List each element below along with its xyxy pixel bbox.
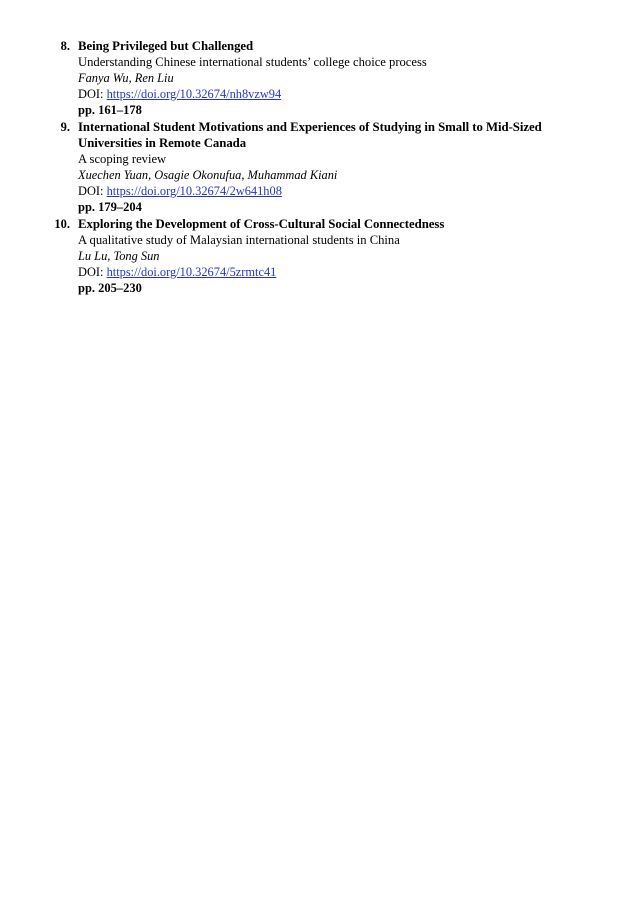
doi-label: DOI: — [78, 265, 107, 279]
entry-pages: pp. 179–204 — [78, 200, 142, 214]
entry-title: Being Privileged but Challenged — [78, 39, 254, 53]
entry-pages: pp. 161–178 — [78, 103, 142, 117]
list-item — [44, 216, 592, 296]
entry-authors: Xuechen Yuan, Osagie Okonufua, Muhammad Kiani — [78, 168, 338, 182]
entry-number: 9. — [60, 120, 70, 134]
table-of-contents — [44, 38, 592, 296]
entry-subtitle: A qualitative study of Malaysian international students in China — [78, 233, 400, 247]
doi-label: DOI: — [78, 184, 107, 198]
entry-doi — [78, 86, 592, 102]
entry-number: 10. — [54, 217, 70, 231]
entry-pages: pp. 205–230 — [78, 281, 142, 295]
entry-number: 8. — [60, 39, 70, 53]
entry-doi — [78, 264, 592, 280]
doi-link[interactable]: https://doi.org/10.32674/5zrmtc41 — [106, 265, 277, 279]
doi-link[interactable]: https://doi.org/10.32674/2w641h08 — [106, 184, 282, 198]
list-item — [44, 38, 592, 118]
entry-title: International Student Motivations and Experiences of Studying in Small to Mid-Sized Universities in Remote Canada — [78, 120, 542, 150]
doi-label: DOI: — [78, 87, 107, 101]
doi-link[interactable]: https://doi.org/10.32674/nh8vzw94 — [106, 87, 282, 101]
entry-authors: Lu Lu, Tong Sun — [78, 249, 160, 263]
entry-title: Exploring the Development of Cross-Cultural Social Connectedness — [78, 217, 445, 231]
entry-subtitle: Understanding Chinese international students’ college choice process — [78, 55, 427, 69]
entry-authors: Fanya Wu, Ren Liu — [78, 71, 174, 85]
entry-subtitle: A scoping review — [78, 152, 167, 166]
entry-doi — [78, 183, 592, 199]
list-item — [44, 119, 592, 215]
